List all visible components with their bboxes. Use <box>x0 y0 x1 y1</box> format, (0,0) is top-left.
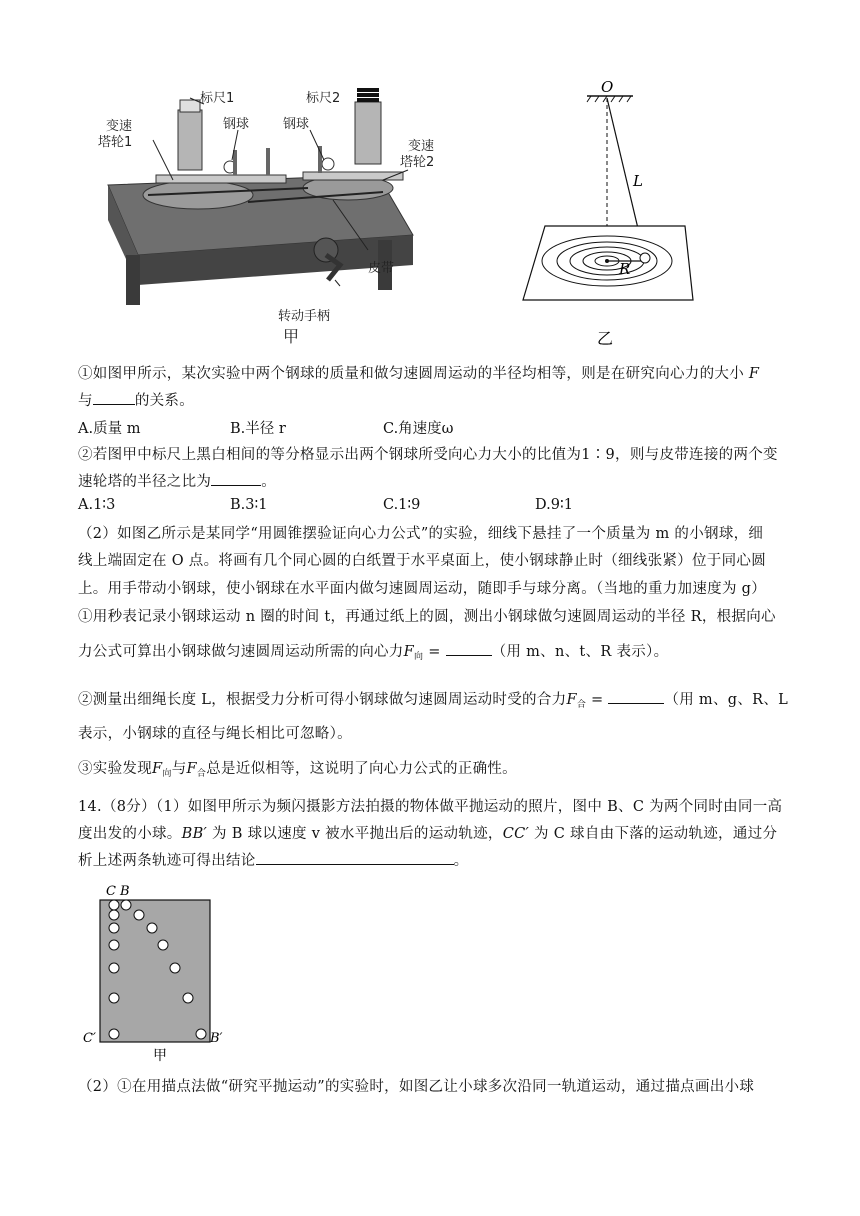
q13-part2-line3: 上。用手带动小钢球，使小钢球在水平面内做匀速圆周运动，随即手与球分离。（当地的重力加速度为 g） <box>78 581 767 597</box>
label-belt: 皮带 <box>368 261 395 276</box>
answer-blank[interactable] <box>93 392 135 405</box>
label-scale1: 标尺1 <box>200 91 235 106</box>
label-ball-left: 钢球 <box>223 117 250 132</box>
label-C: C <box>106 884 116 899</box>
label-C-prime: C′ <box>83 1031 96 1046</box>
q14-p2-line1: （2）①在用描点法做“研究平抛运动”的实验时，如图乙让小球多次沿同一轨道运动，通过描点画出小球 <box>78 1079 755 1095</box>
pendulum-illustration <box>515 78 705 350</box>
figure-conical-pendulum <box>515 78 705 350</box>
q13-s1-line2: 力公式可算出小钢球做匀速圆周运动所需的向心力$F_向$ = （用 m、n、t、R 表示）。 <box>78 644 669 662</box>
q13-p2-option-a[interactable]: A.1∶3 <box>78 497 116 513</box>
q13-p1-option-c[interactable]: C.角速度ω <box>383 421 454 437</box>
label-O: O <box>601 78 614 96</box>
label-ball-right: 钢球 <box>283 117 310 132</box>
q13-p1-line1: ①如图甲所示，某次实验中两个钢球的质量和做匀速圆周运动的半径均相等，则是在研究向心力的大小 F <box>78 366 760 382</box>
q13-part2-line1: （2）如图乙所示是某同学“用圆锥摆验证向心力公式”的实验，细线下悬挂了一个质量为 m 的小钢球，细 <box>78 526 764 542</box>
q13-s2-line1: ②测量出细绳长度 L，根据受力分析可得小钢球做匀速圆周运动时受的合力$F_合$ = （用 m、g、R、L <box>78 692 789 710</box>
q14-line2: 度出发的小球。BB′ 为 B 球以速度 v 被水平抛出后的运动轨迹，CC′ 为 C 球自由下落的运动轨迹，通过分 <box>78 826 778 842</box>
q13-part2-line2: 线上端固定在 O 点。将画有几个同心圆的白纸置于水平桌面上，使小钢球静止时（细线张紧）位于同心圆 <box>78 553 767 569</box>
q13-s3: ③实验发现$F_向$与$F_合$总是近似相等，这说明了向心力公式的正确性。 <box>78 761 517 779</box>
caption-strobe: 甲 <box>153 1048 167 1064</box>
q13-p2-option-c[interactable]: C.1∶9 <box>383 497 421 513</box>
label-pulley1-a: 变速 <box>106 119 133 134</box>
q13-p1-option-a[interactable]: A.质量 m <box>78 421 141 437</box>
label-scale2: 标尺2 <box>306 91 341 106</box>
q13-p2-option-b[interactable]: B.3∶1 <box>230 497 268 513</box>
q14-line3: 析上述两条轨迹可得出结论 。 <box>78 853 469 869</box>
strobe-photo <box>80 880 240 1065</box>
q13-p1-line2: 与 的关系。 <box>78 393 195 409</box>
answer-blank[interactable] <box>608 691 664 704</box>
apparatus-illustration <box>78 80 438 350</box>
q13-p1-option-b[interactable]: B.半径 r <box>230 421 286 437</box>
label-pulley2-b: 塔轮2 <box>400 155 435 170</box>
answer-blank[interactable] <box>211 473 261 486</box>
q14-line1: 14.（8分）（1）如图甲所示为频闪摄影方法拍摄的物体做平抛运动的照片，图中 B、C 为两个同时由同一高 <box>78 799 783 815</box>
label-B-prime: B′ <box>210 1031 223 1046</box>
q13-s2-line2: 表示，小钢球的直径与绳长相比可忽略）。 <box>78 726 352 742</box>
q13-p2-option-d[interactable]: D.9∶1 <box>535 497 573 513</box>
label-L: L <box>633 172 643 190</box>
caption-jia: 甲 <box>283 327 300 346</box>
label-pulley2-a: 变速 <box>408 139 435 154</box>
figure-projectile-strobe <box>80 880 240 1065</box>
figure-apparatus <box>78 80 438 350</box>
q13-s1-line1: ①用秒表记录小钢球运动 n 圈的时间 t，再通过纸上的圆，测出小钢球做匀速圆周运动的半径 R，根据向心 <box>78 609 776 625</box>
caption-yi: 乙 <box>597 329 614 348</box>
answer-blank[interactable] <box>446 643 492 656</box>
label-handle: 转动手柄 <box>278 309 331 324</box>
label-R: R <box>619 260 631 278</box>
label-pulley1-b: 塔轮1 <box>98 135 133 150</box>
label-B: B <box>120 884 130 899</box>
q13-p2-line2: 速轮塔的半径之比为 。 <box>78 474 277 490</box>
answer-blank[interactable] <box>256 852 454 865</box>
q13-p2-line1: ②若图甲中标尺上黑白相间的等分格显示出两个钢球所受向心力大小的比值为1∶9，则与皮带连接的两个变 <box>78 447 778 463</box>
